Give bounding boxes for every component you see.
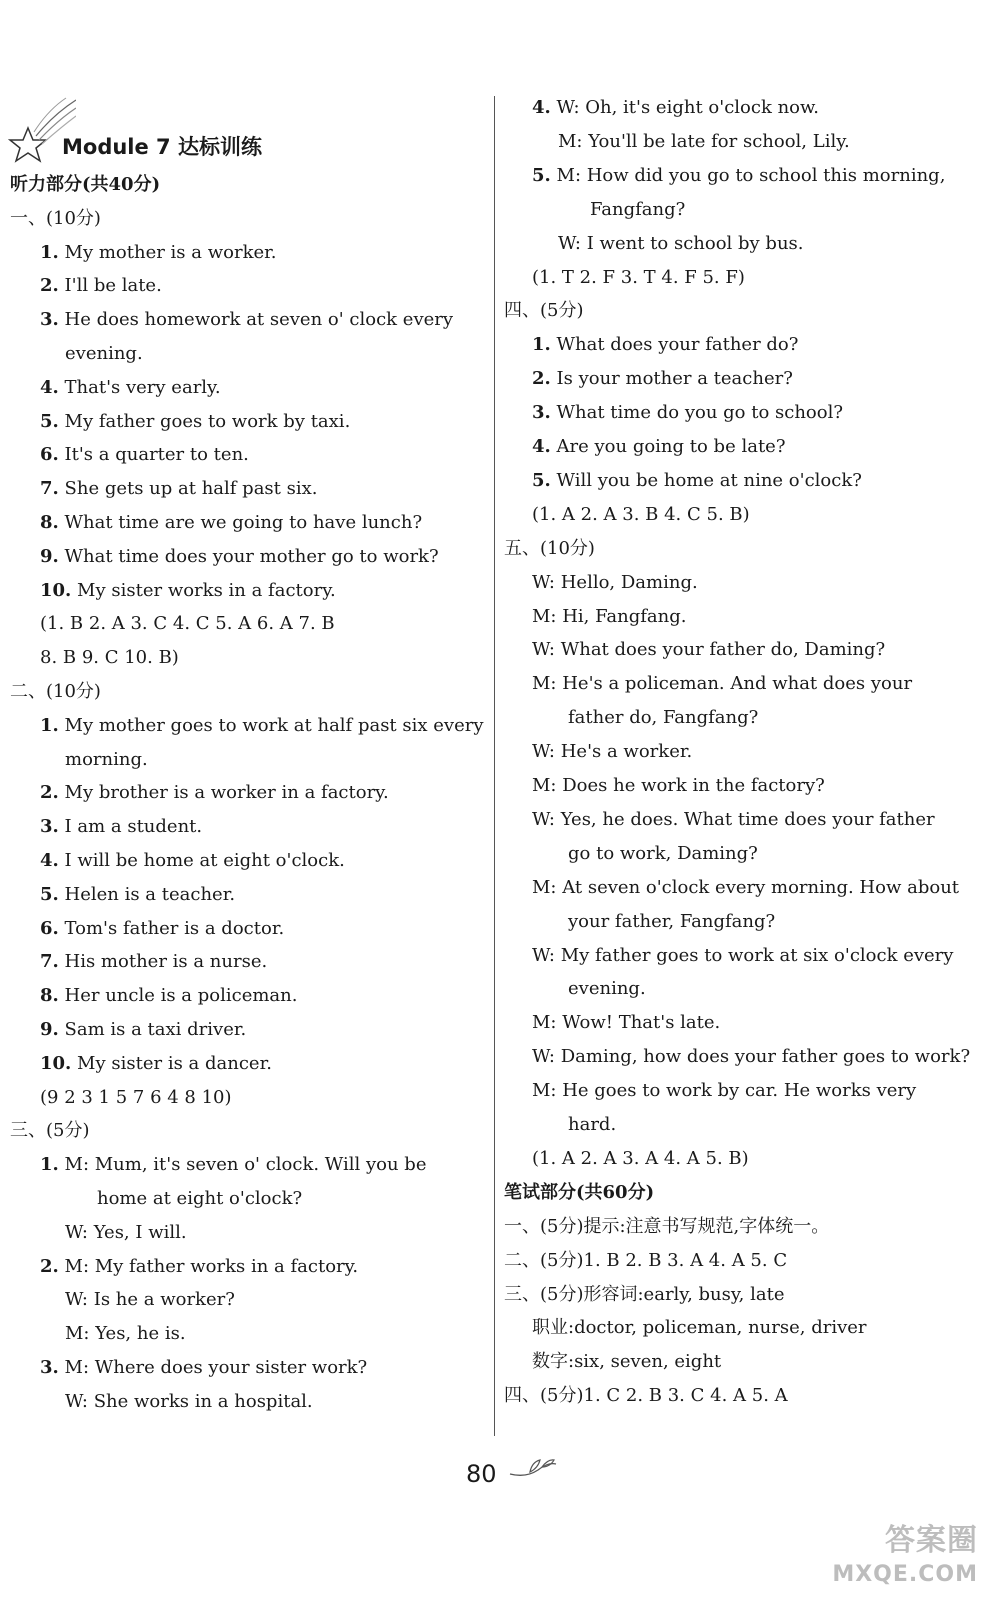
left-text-line — [65, 1283, 235, 1317]
right-text-line — [568, 701, 758, 735]
item-number: 4. — [532, 436, 551, 457]
item-number: 3. — [40, 816, 59, 838]
line-text: Helen is a teacher. — [58, 883, 236, 905]
line-text: (1. A 2. A 3. A 4. A 5. B) — [532, 1147, 749, 1169]
line-text: My mother is a worker. — [58, 241, 277, 263]
right-text-line — [532, 1345, 721, 1379]
left-text-line — [40, 1013, 246, 1047]
right-text-line — [532, 1006, 720, 1040]
line-text: 听力部分(共40分) — [10, 174, 161, 195]
line-text: Fangfang? — [590, 198, 686, 220]
line-text: W: What does your father do, Daming? — [532, 639, 886, 661]
right-text-line — [532, 430, 785, 464]
line-text: Her uncle is a policeman. — [58, 985, 298, 1007]
line-text: hard. — [568, 1114, 617, 1135]
line-text: evening. — [568, 978, 646, 1000]
left-text-line — [65, 743, 148, 777]
column-divider — [494, 96, 495, 1436]
right-text-line — [558, 227, 804, 261]
left-text-line — [40, 303, 453, 337]
left-text-line — [40, 641, 179, 675]
line-text: (1. T 2. F 3. T 4. F 5. F) — [532, 266, 745, 288]
right-text-line — [532, 1142, 749, 1176]
right-text-line — [532, 91, 819, 125]
item-number: 9. — [40, 1019, 59, 1040]
right-text-line — [590, 193, 685, 227]
line-text: morning. — [65, 748, 148, 770]
left-text-line — [40, 1351, 367, 1385]
line-text: go to work, Daming? — [568, 842, 758, 864]
item-number: 1. — [532, 334, 551, 356]
left-text-line — [10, 675, 101, 709]
right-text-line — [532, 633, 885, 667]
line-text: She gets up at half past six. — [58, 478, 318, 500]
line-text: W: Yes, I will. — [65, 1221, 187, 1243]
left-text-line — [40, 945, 267, 979]
left-text-line — [10, 202, 101, 236]
line-text: My mother goes to work at half past six every — [58, 714, 484, 736]
line-text: My father goes to work by taxi. — [58, 410, 351, 432]
item-number: 4. — [40, 850, 59, 871]
right-text-line — [532, 464, 862, 498]
watermark — [832, 1524, 978, 1592]
line-text: M: My father works in a factory. — [58, 1255, 359, 1277]
left-text-line — [40, 438, 249, 472]
left-text-line — [40, 1148, 426, 1182]
line-text: Will you be home at nine o'clock? — [550, 469, 862, 491]
right-text-line — [532, 871, 959, 905]
left-text-line — [40, 1047, 272, 1081]
left-text-line — [65, 1216, 187, 1250]
item-number: 10. — [40, 579, 72, 601]
line-text: M: He goes to work by car. He works very — [532, 1080, 917, 1102]
line-text: W: Yes, he does. What time does your father — [532, 808, 935, 830]
item-number: 7. — [40, 478, 59, 500]
right-text-line — [504, 532, 595, 566]
item-number: 2. — [40, 275, 59, 297]
item-number: 4. — [532, 97, 551, 118]
item-number: 7. — [40, 951, 59, 973]
line-text: My brother is a worker in a factory. — [58, 782, 389, 804]
right-text-line — [532, 396, 843, 430]
line-text: My sister is a dancer. — [71, 1052, 272, 1074]
leaf-ornament-icon — [508, 1456, 558, 1486]
line-text: That's very early. — [58, 376, 221, 398]
line-text: (1. B 2. A 3. C 4. C 5. A 6. A 7. B — [40, 613, 335, 635]
right-text-line — [504, 1210, 829, 1244]
line-text: 二、(5分)1. B 2. B 3. A 4. A 5. C — [504, 1249, 788, 1271]
line-text: 职业:doctor, policeman, nurse, driver — [532, 1317, 867, 1339]
line-text: 笔试部分(共60分) — [504, 1181, 655, 1203]
left-text-line — [10, 1114, 90, 1148]
line-text: M: Mum, it's seven o' clock. Will you be — [58, 1154, 427, 1176]
line-text: (1. A 2. A 3. B 4. C 5. B) — [532, 503, 750, 525]
right-text-line — [532, 498, 750, 532]
line-text: 二、(10分) — [10, 681, 101, 702]
left-text-line — [40, 979, 297, 1013]
line-text: W: Is he a worker? — [65, 1289, 235, 1311]
right-text-line — [532, 1074, 916, 1108]
left-text-line — [65, 1317, 186, 1351]
line-text: Are you going to be late? — [550, 436, 786, 457]
item-number: 2. — [40, 1255, 59, 1277]
right-text-line — [532, 735, 692, 769]
right-text-line — [532, 1040, 970, 1074]
item-number: 5. — [40, 883, 59, 905]
left-text-line — [40, 607, 335, 641]
right-text-line — [504, 1278, 784, 1312]
line-text: M: Yes, he is. — [65, 1323, 186, 1345]
line-text: 数字:six, seven, eight — [532, 1351, 722, 1373]
left-text-line — [40, 574, 336, 608]
item-number: 1. — [40, 1154, 59, 1176]
line-text: W: She works in a hospital. — [65, 1390, 313, 1412]
line-text: M: At seven o'clock every morning. How about — [532, 876, 960, 898]
left-text-line — [65, 1385, 313, 1419]
right-text-line — [504, 1244, 787, 1278]
line-text: Sam is a taxi driver. — [58, 1019, 247, 1040]
right-text-line — [568, 905, 775, 939]
line-text: M: How did you go to school this morning, — [550, 164, 946, 186]
left-text-line — [40, 810, 202, 844]
right-text-line — [568, 972, 646, 1006]
left-text-line — [40, 709, 484, 743]
line-text: 8. B 9. C 10. B) — [40, 647, 179, 669]
item-number: 3. — [40, 1357, 59, 1378]
left-text-line — [65, 337, 143, 371]
right-text-line — [532, 1311, 867, 1345]
line-text: 三、(5分)形容词:early, busy, late — [504, 1283, 785, 1305]
line-text: 三、(5分) — [10, 1120, 90, 1142]
right-text-line — [504, 294, 584, 328]
right-text-line — [532, 566, 698, 600]
line-text: M: Wow! That's late. — [532, 1012, 721, 1034]
line-text: W: He's a worker. — [532, 741, 693, 763]
page-number: 80 — [466, 1460, 497, 1488]
line-text: 五、(10分) — [504, 537, 595, 559]
line-text: father do, Fangfang? — [568, 707, 759, 729]
right-text-line — [532, 769, 825, 803]
line-text: W: Daming, how does your father goes to work? — [532, 1046, 971, 1068]
watermark-line2: MXQE.COM — [832, 1562, 978, 1587]
right-text-line — [568, 1108, 616, 1142]
item-number: 8. — [40, 985, 59, 1007]
left-text-line — [40, 540, 439, 574]
line-text: your father, Fangfang? — [568, 910, 776, 932]
line-text: evening. — [65, 343, 143, 364]
item-number: 5. — [532, 469, 551, 491]
line-text: W: Oh, it's eight o'clock now. — [550, 97, 820, 118]
page-title: Module 7 达标训练 — [62, 135, 262, 159]
line-text: His mother is a nurse. — [58, 951, 268, 973]
right-text-line — [532, 328, 798, 362]
item-number: 4. — [40, 376, 59, 398]
right-text-line — [532, 261, 745, 295]
left-text-line — [40, 236, 276, 270]
line-text: I will be home at eight o'clock. — [58, 850, 345, 871]
left-text-line — [10, 168, 160, 202]
line-text: 四、(5分) — [504, 300, 584, 322]
line-text: What does your father do? — [550, 334, 799, 356]
right-text-line — [504, 1176, 654, 1210]
right-text-line — [504, 1379, 788, 1413]
item-number: 6. — [40, 917, 59, 939]
item-number: 1. — [40, 714, 59, 736]
line-text: M: He's a policeman. And what does your — [532, 673, 913, 695]
line-text: What time are we going to have lunch? — [58, 512, 423, 533]
line-text: W: Hello, Daming. — [532, 571, 698, 593]
item-number: 1. — [40, 241, 59, 263]
line-text: M: Hi, Fangfang. — [532, 605, 687, 627]
item-number: 3. — [532, 402, 551, 424]
line-text: M: Where does your sister work? — [58, 1357, 368, 1378]
line-text: It's a quarter to ten. — [58, 444, 249, 466]
watermark-line1: 答案圈 — [885, 1523, 978, 1558]
left-text-line — [40, 405, 350, 439]
right-text-line — [532, 667, 912, 701]
item-number: 8. — [40, 512, 59, 533]
left-text-line — [97, 1182, 302, 1216]
right-text-line — [532, 600, 686, 634]
right-text-line — [558, 125, 850, 159]
item-number: 6. — [40, 444, 59, 466]
line-text: 四、(5分)1. C 2. B 3. C 4. A 5. A — [504, 1385, 788, 1407]
line-text: I'll be late. — [58, 275, 162, 297]
line-text: home at eight o'clock? — [97, 1188, 303, 1209]
item-number: 2. — [40, 782, 59, 804]
left-text-line — [40, 878, 235, 912]
line-text: What time does your mother go to work? — [58, 545, 439, 567]
line-text: W: My father goes to work at six o'clock every — [532, 944, 954, 966]
left-text-line — [40, 371, 221, 405]
line-text: 一、(5分)提示:注意书写规范,字体统一。 — [504, 1215, 830, 1237]
line-text: Is your mother a teacher? — [550, 368, 793, 390]
item-number: 10. — [40, 1052, 72, 1074]
right-text-line — [532, 159, 945, 193]
line-text: 一、(10分) — [10, 207, 101, 229]
line-text: (9 2 3 1 5 7 6 4 8 10) — [40, 1086, 232, 1108]
line-text: My sister works in a factory. — [71, 579, 336, 601]
line-text: Tom's father is a doctor. — [58, 917, 285, 939]
right-text-line — [532, 803, 935, 837]
line-text: M: Does he work in the factory? — [532, 775, 825, 796]
item-number: 3. — [40, 309, 59, 331]
right-text-line — [532, 939, 953, 973]
item-number: 5. — [532, 164, 551, 186]
line-text: W: I went to school by bus. — [558, 232, 804, 254]
right-text-line — [532, 362, 793, 396]
line-text: He does homework at seven o' clock every — [58, 309, 454, 331]
left-text-line — [40, 472, 318, 506]
line-text: I am a student. — [58, 816, 203, 838]
line-text: What time do you go to school? — [550, 402, 843, 424]
left-text-line — [40, 506, 422, 540]
left-text-line — [40, 844, 345, 878]
item-number: 9. — [40, 545, 59, 567]
left-text-line — [40, 912, 284, 946]
left-text-line — [40, 776, 389, 810]
left-text-line — [40, 269, 162, 303]
right-text-line — [568, 837, 758, 871]
item-number: 2. — [532, 368, 551, 390]
item-number: 5. — [40, 410, 59, 432]
left-text-line — [40, 1250, 358, 1284]
left-text-line — [40, 1081, 232, 1115]
line-text: M: You'll be late for school, Lily. — [558, 130, 850, 152]
